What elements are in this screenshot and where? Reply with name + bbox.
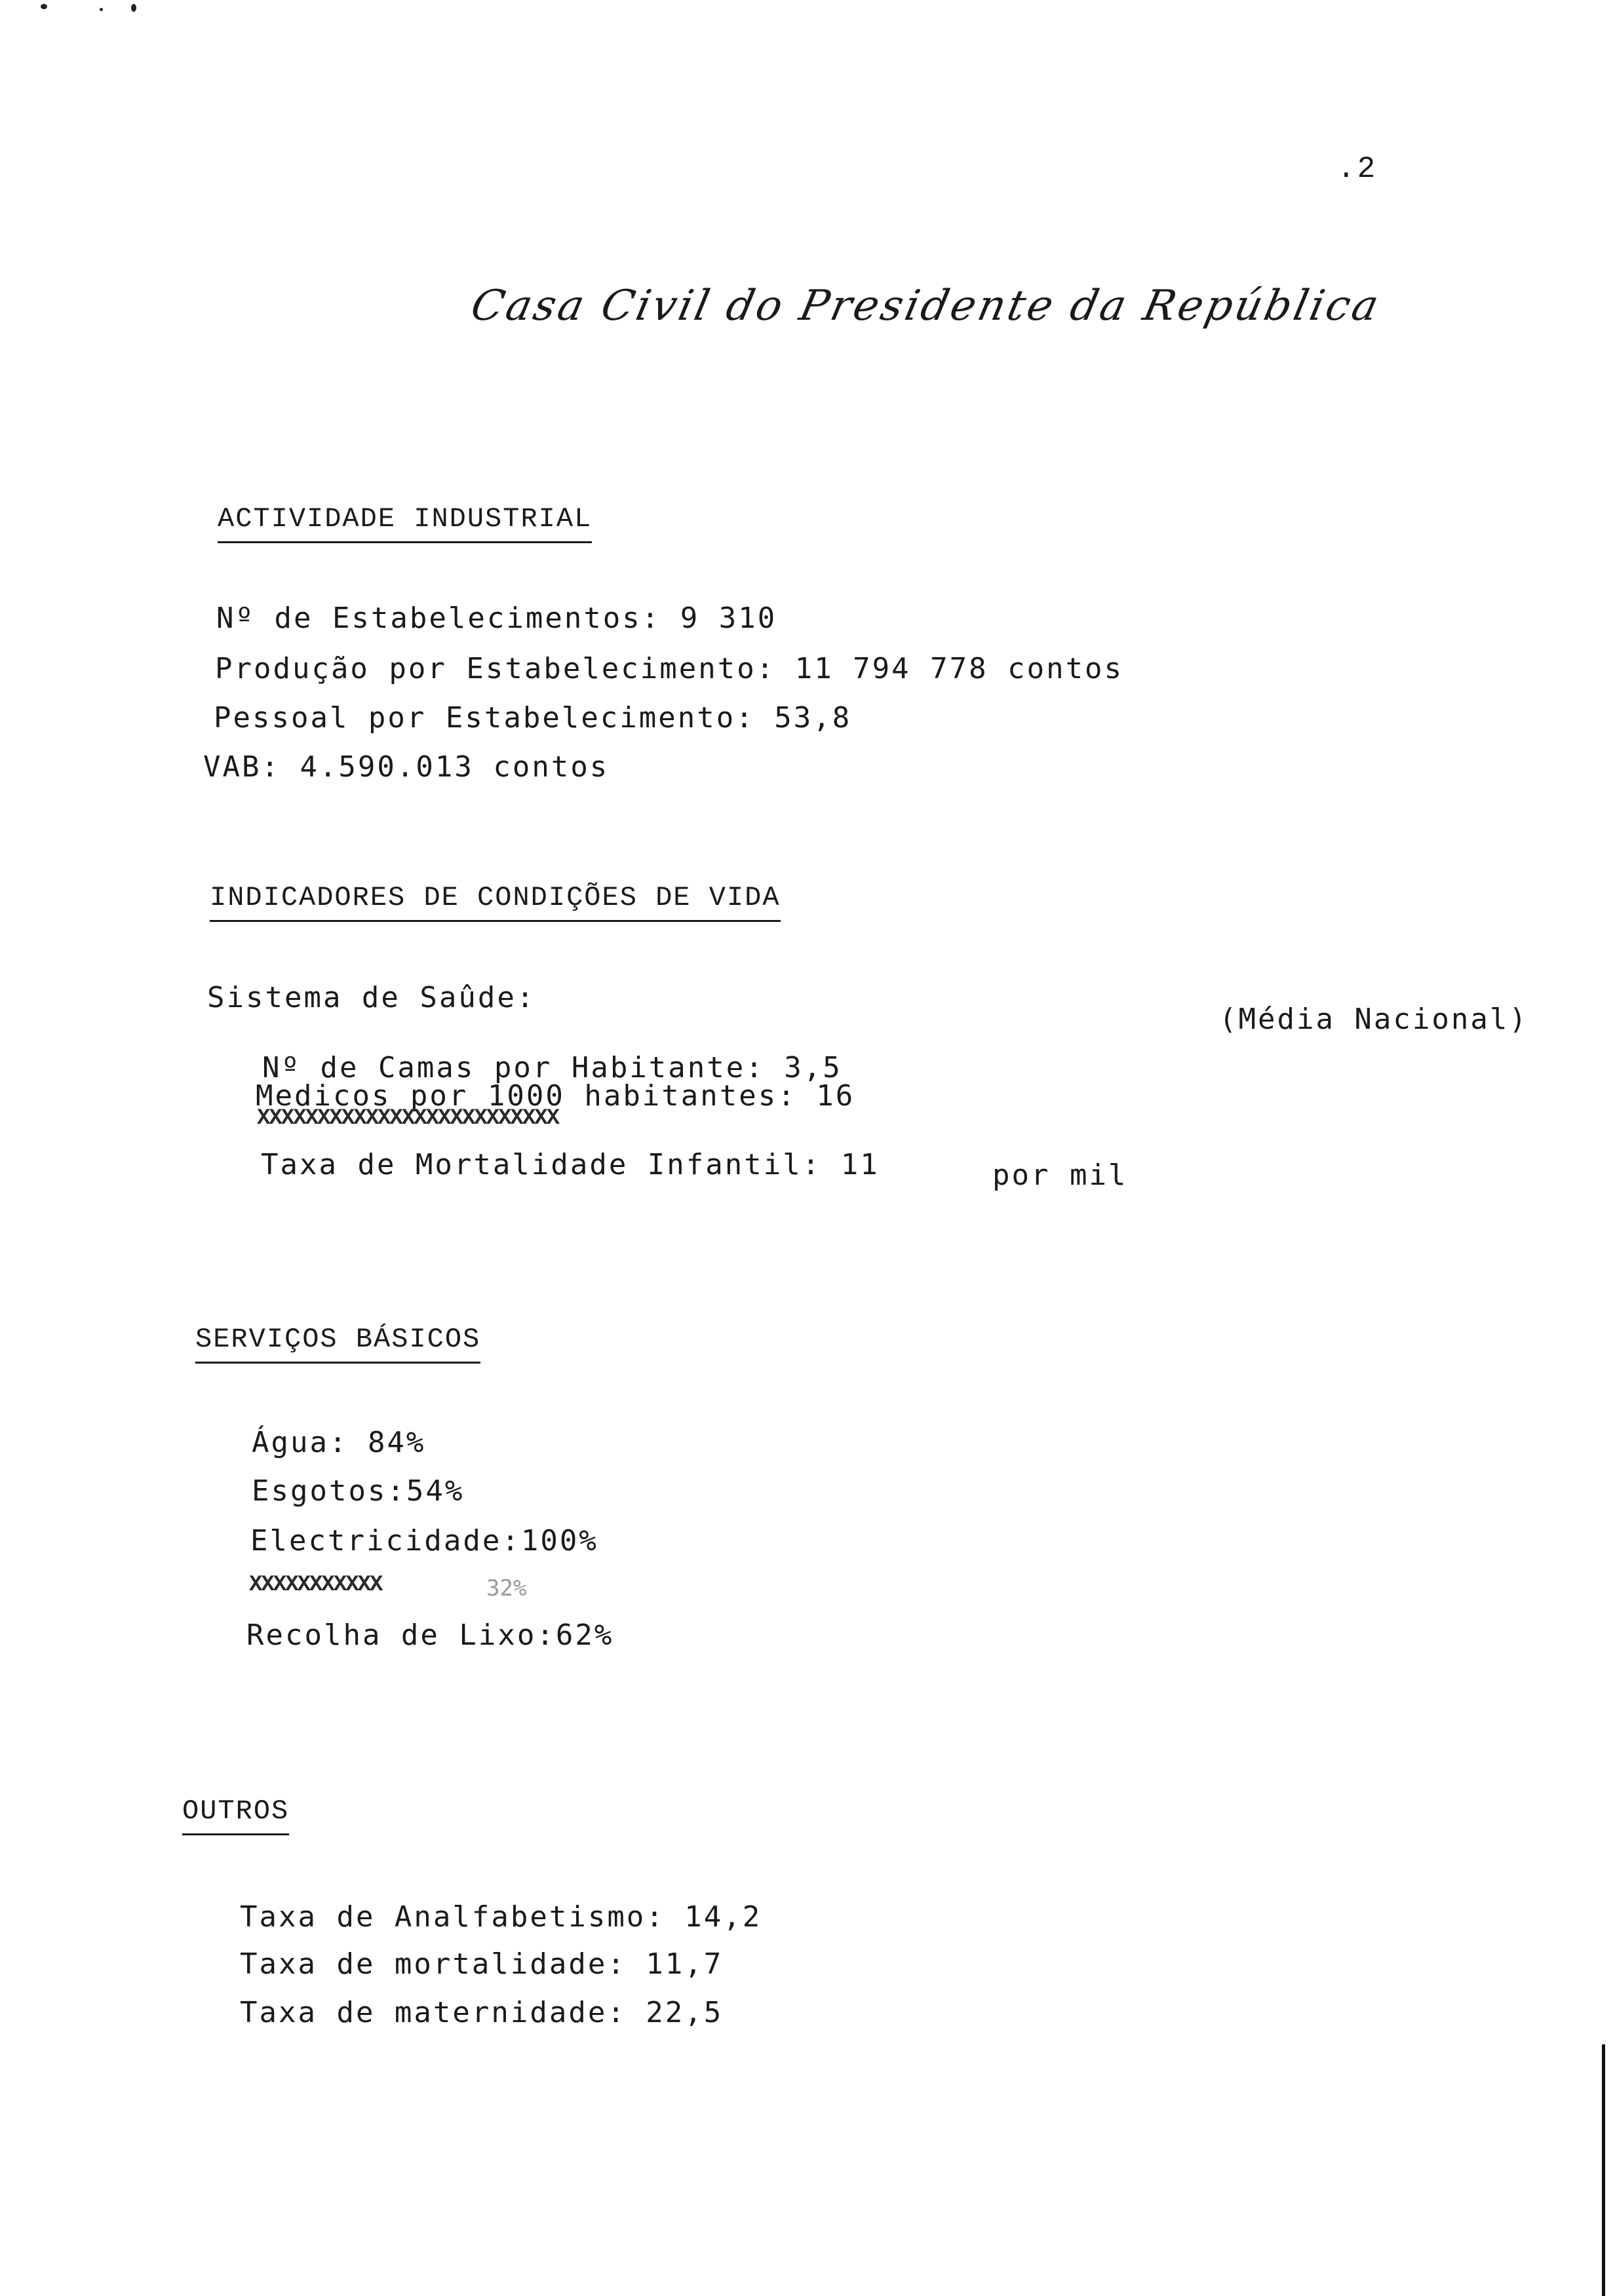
mortality-unit: por mil xyxy=(992,1158,1128,1192)
scan-speck xyxy=(100,8,103,11)
section-heading-outros: OUTROS xyxy=(182,1795,289,1835)
note-media-nacional: (Média Nacional) xyxy=(1219,1003,1528,1036)
line-medicos: Medicos por 1000 habitantes: 16 xyxy=(256,1079,855,1113)
line-vab: VAB: 4.590.013 contos xyxy=(203,750,610,784)
line-producao: Produção por Estabelecimento: 11 794 778 contos xyxy=(215,652,1124,685)
section-heading-servicos-basicos: SERVIÇOS BÁSICOS xyxy=(195,1324,480,1364)
line-agua: Água: 84% xyxy=(252,1426,426,1459)
line-recolha-lixo: Recolha de Lixo:62% xyxy=(246,1618,614,1652)
struck-out-line: XXXXXXXXXXXXXXXXXXXXXXXXX xyxy=(257,1106,559,1131)
line-analfabetismo: Taxa de Analfabetismo: 14,2 xyxy=(240,1900,762,1934)
scan-speck xyxy=(131,4,136,12)
scan-speck xyxy=(41,4,47,9)
letterhead: Casa Civil do Presidente da República xyxy=(467,282,1386,330)
section-heading-actividade-industrial: ACTIVIDADE INDUSTRIAL xyxy=(218,503,592,543)
struck-out-line: XXXXXXXXXXX xyxy=(249,1573,382,1598)
line-esgotos: Esgotos:54% xyxy=(252,1474,465,1508)
line-mortalidade: Taxa de mortalidade: 11,7 xyxy=(240,1947,724,1981)
line-maternidade: Taxa de maternidade: 22,5 xyxy=(240,1996,724,2029)
line-camas: Nº de Camas por Habitante: 3,5 xyxy=(262,1051,842,1084)
line-electricidade: Electricidade:100% xyxy=(250,1524,598,1558)
scan-edge-line xyxy=(1602,2044,1605,2296)
line-mortalidade-infantil: Taxa de Mortalidade Infantil: 11 xyxy=(261,1148,880,1181)
struck-out-value: 32% xyxy=(486,1575,527,1601)
line-estabelecimentos: Nº de Estabelecimentos: 9 310 xyxy=(216,602,777,635)
line-pessoal: Pessoal por Estabelecimento: 53,8 xyxy=(214,701,852,735)
page-number: .2 xyxy=(1337,152,1378,186)
subheading-sistema-saude: Sistema de Saûde: xyxy=(207,981,536,1014)
section-heading-indicadores: INDICADORES DE CONDIÇÕES DE VIDA xyxy=(210,882,781,922)
